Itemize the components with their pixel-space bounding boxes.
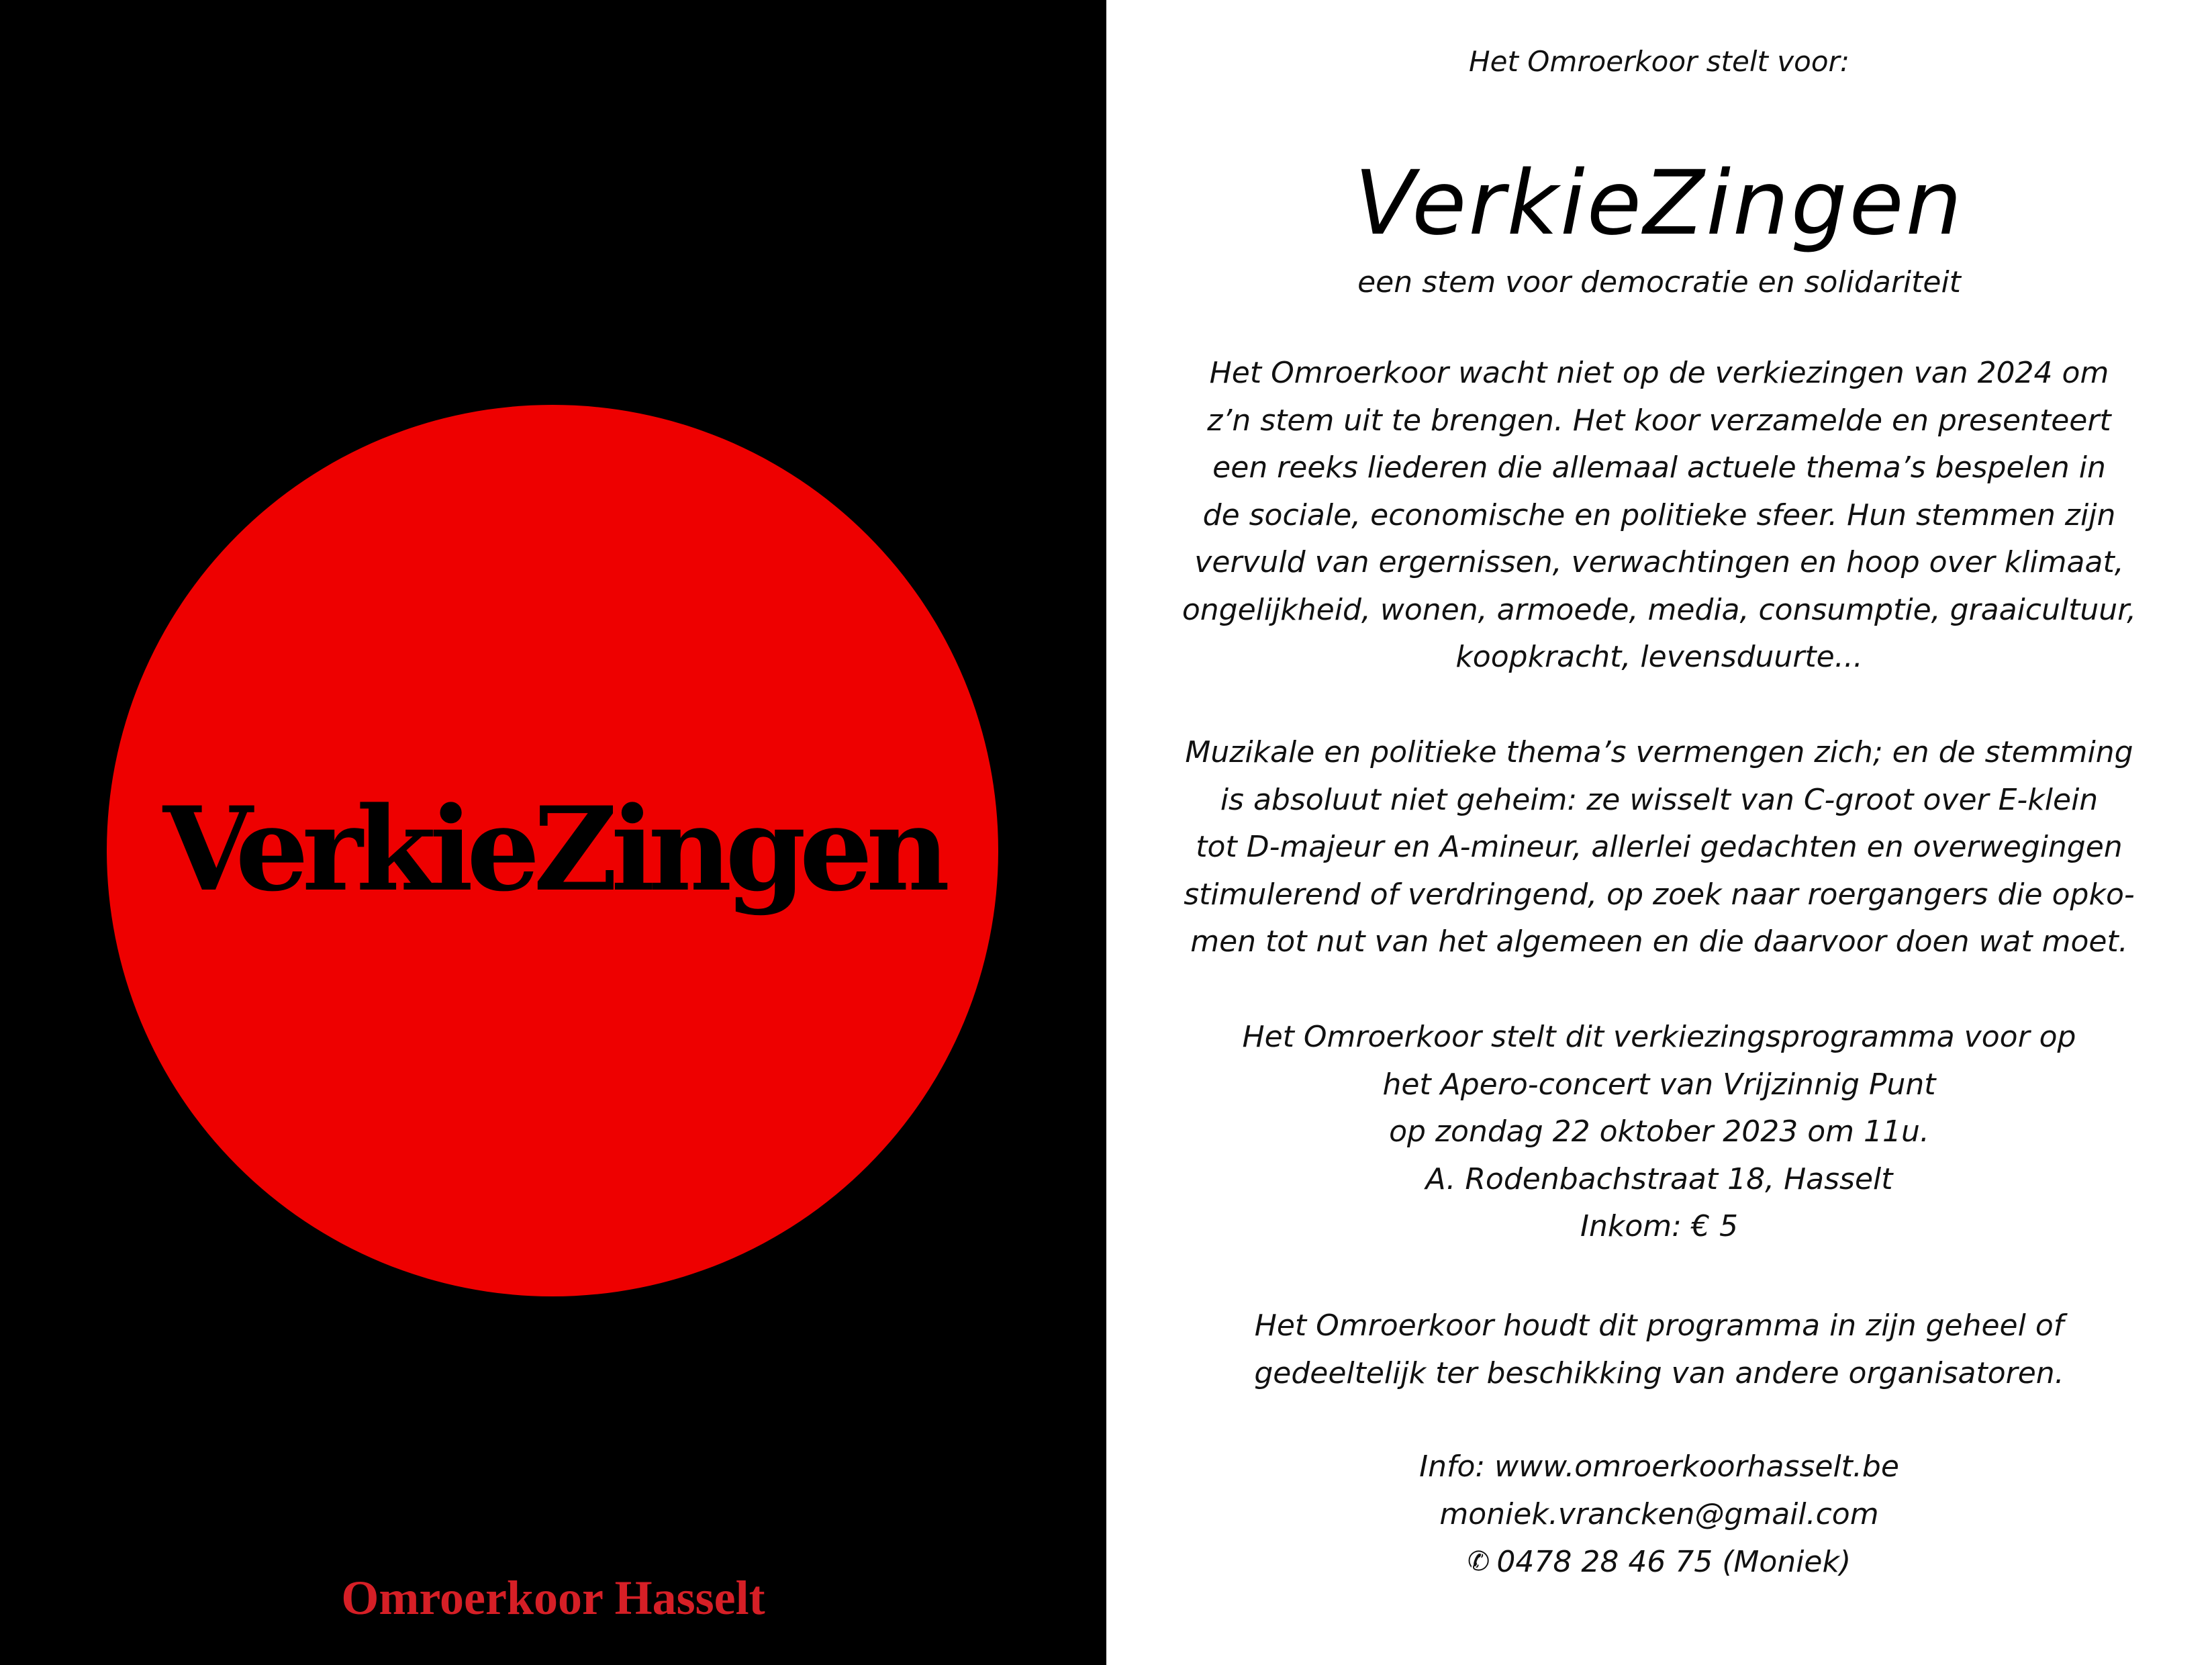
phone-icon: ✆ bbox=[1467, 1546, 1490, 1577]
paragraph-line: de sociale, economische en politieke sfeer. Hun stemmen zijn bbox=[1202, 497, 2116, 532]
paragraph-line: stimulerend of verdringend, op zoek naar roergangers die opko- bbox=[1184, 877, 2135, 912]
flyer-title: VerkieZingen bbox=[1354, 152, 1964, 255]
flyer-intro: Het Omroerkoor stelt voor: bbox=[1469, 45, 1849, 78]
paragraph-line: tot D-majeur en A-mineur, allerlei gedachten en overwegingen bbox=[1196, 830, 2123, 864]
contact-website: Info: www.omroerkoorhasselt.be bbox=[1419, 1449, 1899, 1484]
themes-paragraph bbox=[1106, 729, 2212, 966]
paragraph-line: is absoluut niet geheim: ze wisselt van C-groot over E-klein bbox=[1220, 782, 2099, 817]
paragraph-line: een reeks liederen die allemaal actuele thema’s bespelen in bbox=[1212, 450, 2106, 485]
availability-paragraph bbox=[1106, 1302, 2212, 1397]
paragraph-line: z’n stem uit te brengen. Het koor verzamelde en presenteert bbox=[1207, 403, 2111, 438]
paragraph-line: ongelijkheid, wonen, armoede, media, consumptie, graaicultuur, bbox=[1182, 592, 2137, 627]
event-date: op zondag 22 oktober 2023 om 11u. bbox=[1389, 1114, 1929, 1149]
paragraph-line: Muzikale en politieke thema’s vermengen zich; en de stemming bbox=[1185, 735, 2133, 769]
paragraph-line: Het Omroerkoor houdt dit programma in zijn geheel of bbox=[1254, 1309, 2064, 1343]
event-price: Inkom: € 5 bbox=[1580, 1209, 1738, 1243]
paragraph-line: Het Omroerkoor wacht niet op de verkiezingen van 2024 om bbox=[1209, 356, 2109, 390]
flyer-subtitle: een stem voor democratie en solidariteit bbox=[1357, 265, 1961, 299]
event-venue: het Apero-concert van Vrijzinnig Punt bbox=[1382, 1067, 1936, 1102]
poster-organization: Omroerkoor Hasselt bbox=[341, 1571, 765, 1625]
paragraph-line: gedeeltelijk ter beschikking van andere organisatoren. bbox=[1254, 1355, 2064, 1390]
poster-title: VerkieZingen bbox=[162, 781, 944, 917]
paragraph-line: men tot nut van het algemeen en die daarvoor doen wat moet. bbox=[1190, 924, 2128, 959]
event-address: A. Rodenbachstraat 18, Hasselt bbox=[1425, 1161, 1893, 1196]
description-paragraph bbox=[1106, 350, 2212, 681]
contact-phone-line bbox=[1106, 1538, 2212, 1586]
contact-phone: 0478 28 46 75 (Moniek) bbox=[1496, 1545, 1852, 1579]
paragraph-line: koopkracht, levensduurte... bbox=[1455, 640, 1863, 674]
contact-email: moniek.vrancken@gmail.com bbox=[1439, 1496, 1879, 1531]
event-details bbox=[1106, 1014, 2212, 1251]
flyer-text-panel bbox=[1106, 0, 2212, 1665]
contact-block bbox=[1106, 1443, 2212, 1586]
event-line: Het Omroerkoor stelt dit verkiezingsprogramma voor op bbox=[1242, 1020, 2076, 1054]
paragraph-line: vervuld van ergernissen, verwachtingen en hoop over klimaat, bbox=[1194, 545, 2124, 579]
